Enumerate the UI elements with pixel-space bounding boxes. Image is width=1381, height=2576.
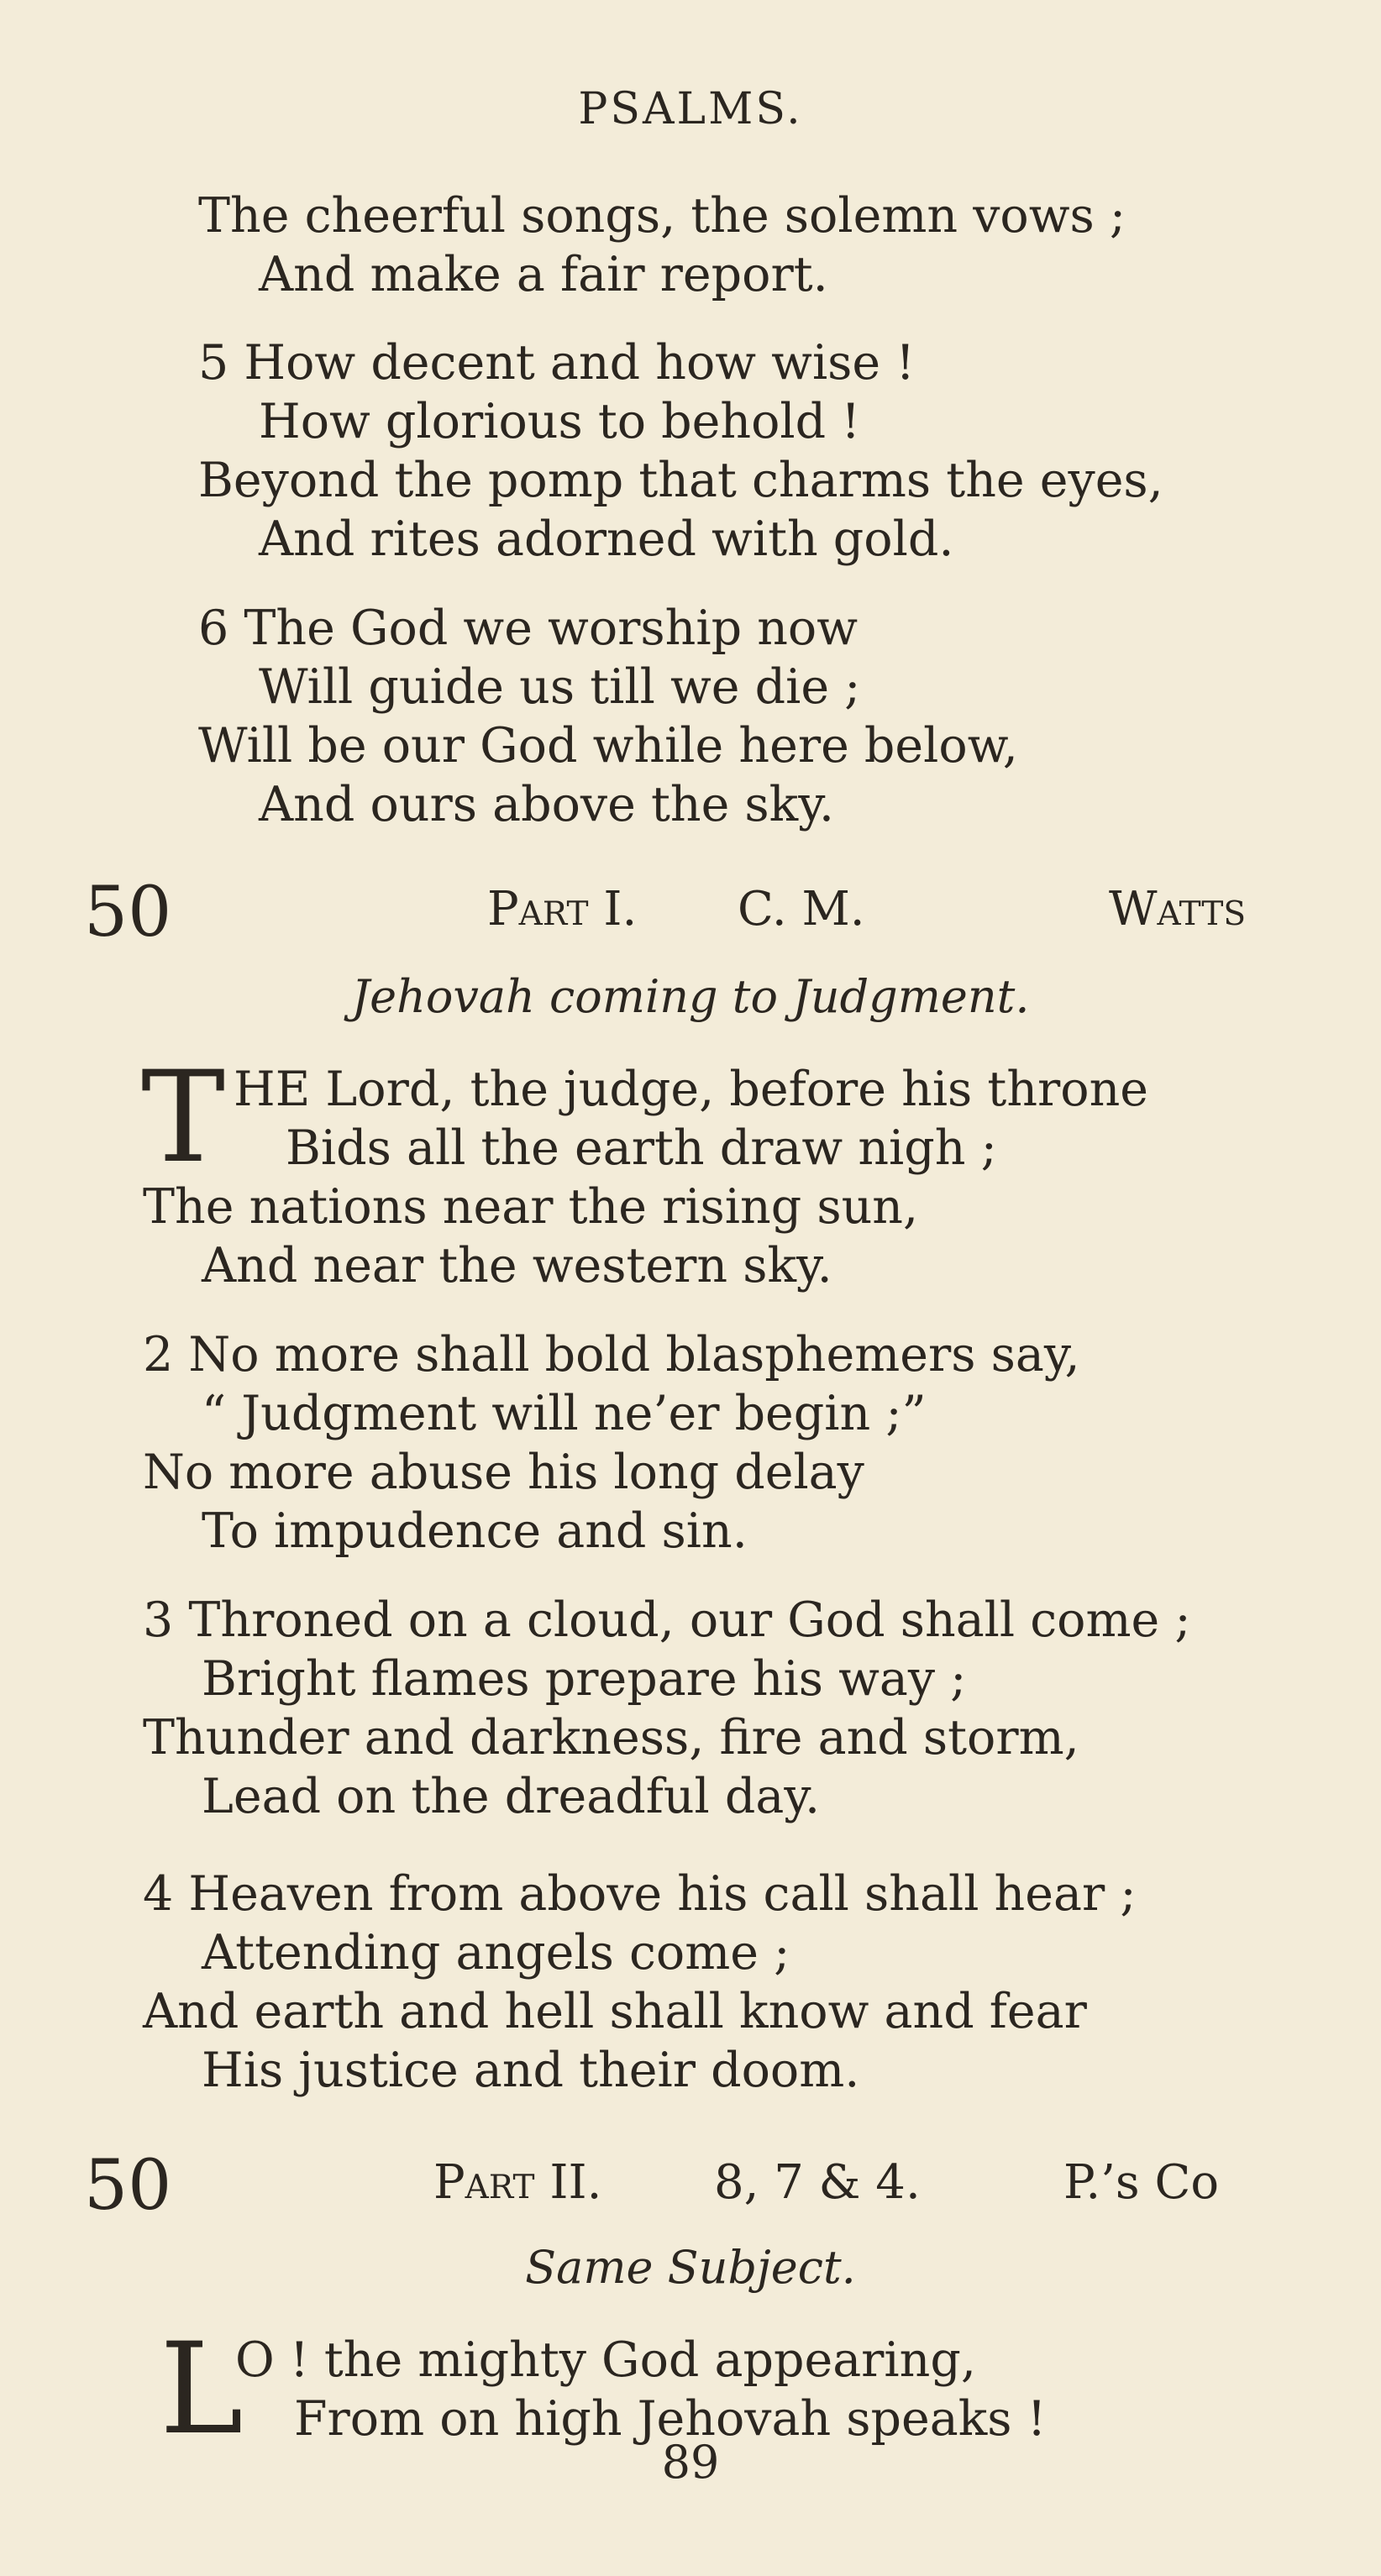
- verse-line: The cheerful songs, the solemn vows ;: [198, 188, 1126, 244]
- verse-line: The nations near the rising sun,: [143, 1179, 919, 1235]
- hymn-title: Jehovah coming to Judgment.: [351, 970, 1030, 1023]
- hymn-meter: 8, 7 & 4.: [714, 2155, 921, 2210]
- verse-line: To impudence and sin.: [202, 1503, 748, 1559]
- hymn-meter: C. M.: [738, 882, 865, 936]
- verse-line: No more abuse his long delay: [143, 1445, 864, 1500]
- verse-line: 2 No more shall bold blasphemers say,: [143, 1327, 1080, 1382]
- hymn-author: Watts: [1109, 882, 1247, 936]
- hymn-number: 50: [84, 873, 172, 952]
- verse-line: 6 The God we worship now: [198, 601, 859, 656]
- verse-line: O ! the mighty God appearing,: [235, 2332, 976, 2388]
- hymn-part: Part I.: [487, 882, 638, 936]
- verse-line: 4 Heaven from above his call shall hear ;: [143, 1866, 1137, 1922]
- verse-line: Bright flames prepare his way ;: [202, 1651, 967, 1707]
- verse-line: Lead on the dreadful day.: [202, 1769, 821, 1824]
- verse-line: Attending angels come ;: [202, 1925, 790, 1981]
- verse-line: “ Judgment will ne’er begin ;”: [202, 1386, 927, 1441]
- hymn-title: Same Subject.: [525, 2241, 856, 2294]
- verse-line: Bids all the earth draw nigh ;: [286, 1120, 997, 1176]
- verse-line: And ours above the sky.: [259, 777, 834, 832]
- verse-line: And earth and hell shall know and fear: [143, 1984, 1087, 2039]
- hymn-number: 50: [84, 2146, 172, 2226]
- verse-line: From on high Jehovah speaks !: [294, 2391, 1047, 2447]
- verse-line: How glorious to behold !: [259, 394, 861, 449]
- verse-line: Will guide us till we die ;: [259, 659, 861, 715]
- verse-line: And near the western sky.: [202, 1238, 832, 1293]
- verse-line: 3 Throned on a cloud, our God shall come ;: [143, 1592, 1191, 1648]
- verse-line: Will be our God while here below,: [198, 718, 1018, 774]
- hymn-author: P.’s Co: [1063, 2155, 1220, 2210]
- verse-line: 5 How decent and how wise !: [198, 335, 916, 391]
- drop-cap: T: [141, 1045, 226, 1191]
- running-header: PSALMS.: [578, 84, 803, 134]
- verse-line: And make a fair report.: [259, 247, 828, 302]
- verse-line: HE Lord, the judge, before his throne: [234, 1062, 1149, 1117]
- verse-line: Beyond the pomp that charms the eyes,: [198, 453, 1163, 508]
- verse-line: His justice and their doom.: [202, 2043, 860, 2098]
- page-number: 89: [661, 2436, 720, 2489]
- hymn-part: Part II.: [433, 2155, 602, 2210]
- verse-line: And rites adorned with gold.: [259, 512, 954, 567]
- drop-cap: L: [160, 2316, 244, 2463]
- verse-line: Thunder and darkness, fire and storm,: [143, 1710, 1079, 1765]
